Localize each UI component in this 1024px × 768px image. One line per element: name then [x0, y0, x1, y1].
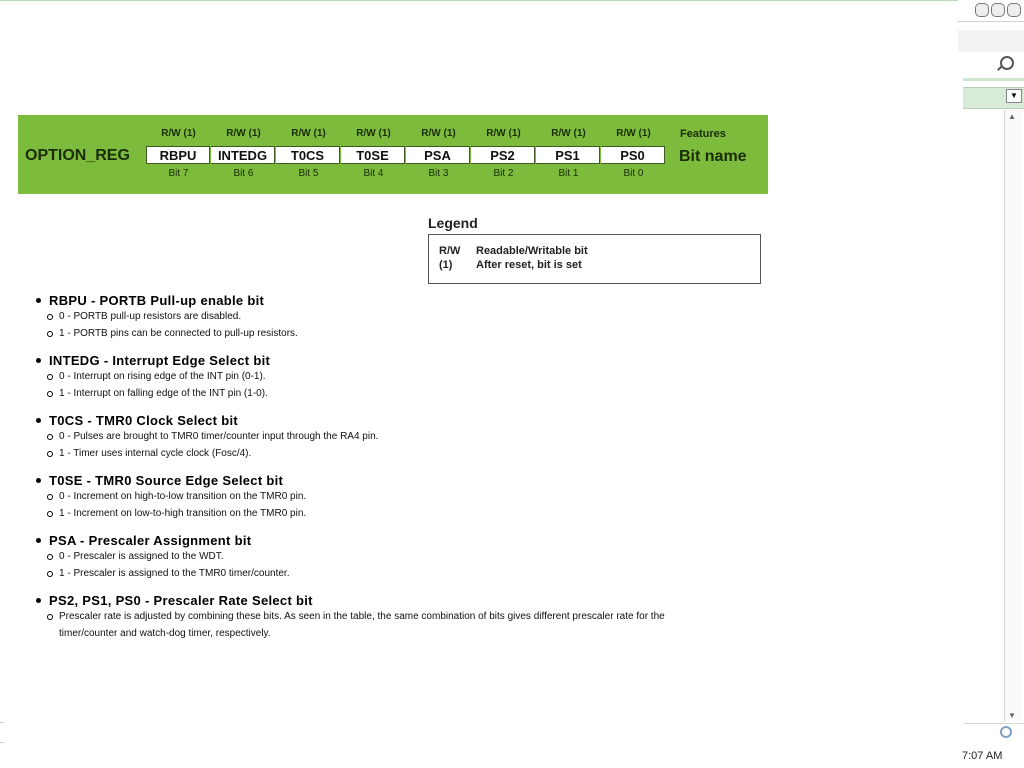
bit-number: Bit 2: [493, 168, 514, 179]
list-item: [34, 506, 724, 523]
divider: [958, 21, 1024, 22]
legend-row: [439, 245, 588, 257]
bit-access: R/W (1): [486, 128, 521, 139]
chevron-down-icon[interactable]: ▼: [1006, 89, 1022, 103]
list-item: [34, 566, 724, 583]
bit-box: [601, 146, 665, 164]
bit-descriptions: [34, 292, 724, 652]
bit-box: [211, 146, 275, 164]
list-item-text: 0 - Prescaler is assigned to the WDT.: [59, 551, 224, 562]
bullet-icon: [36, 478, 41, 483]
bit-section: [34, 472, 724, 522]
highlight-bar: [963, 78, 1024, 81]
bullet-icon: [36, 538, 41, 543]
section-title: [34, 472, 724, 489]
legend-key: R/W: [439, 245, 461, 257]
bit-section: [34, 532, 724, 582]
bit-name: T0SE: [356, 148, 389, 163]
register-bit: [536, 115, 601, 194]
bit-section: [34, 292, 724, 342]
circle-bullet-icon: [47, 554, 53, 560]
bit-access: R/W (1): [161, 128, 196, 139]
bit-section: [34, 352, 724, 402]
bit-name: PS2: [490, 148, 515, 163]
register-bit: [341, 115, 406, 194]
list-item: [34, 386, 724, 403]
legend-key: (1): [439, 259, 453, 271]
circle-bullet-icon: [47, 374, 53, 380]
register-diagram: [18, 115, 768, 194]
bit-box: [536, 146, 600, 164]
section-title-text: T0SE - TMR0 Source Edge Select bit: [49, 473, 284, 488]
search-input[interactable]: [958, 30, 1024, 52]
legend-row: [439, 259, 582, 271]
circle-bullet-icon: [47, 494, 53, 500]
register-name: OPTION_REG: [25, 147, 130, 164]
circle-bullet-icon: [47, 314, 53, 320]
bit-box: [341, 146, 405, 164]
list-item-text: 1 - PORTB pins can be connected to pull-up resistors.: [59, 327, 298, 339]
register-bit: [406, 115, 471, 194]
legend-box: [428, 234, 761, 284]
window-button-icon[interactable]: [1007, 3, 1021, 17]
bit-name: PS1: [555, 148, 580, 163]
bit-number: Bit 5: [298, 168, 319, 179]
bit-access: R/W (1): [356, 128, 391, 139]
list-item-text: 0 - Increment on high-to-low transition on the TMR0 pin.: [59, 491, 307, 502]
list-item-text: 0 - PORTB pull-up resistors are disabled.: [59, 311, 242, 322]
bit-access: R/W (1): [616, 128, 651, 139]
bit-number: Bit 0: [623, 168, 644, 179]
list-item-text: 0 - Pulses are brought to TMR0 timer/counter input through the RA4 pin.: [59, 431, 379, 442]
bit-box: [276, 146, 340, 164]
bullet-icon: [36, 598, 41, 603]
list-item: [34, 609, 724, 642]
window-button-icon[interactable]: [975, 3, 989, 17]
section-title-text: RBPU - PORTB Pull-up enable bit: [49, 293, 265, 308]
top-border: [0, 0, 1024, 1]
section-title-text: INTEDG - Interrupt Edge Select bit: [49, 353, 271, 368]
bit-name-label: Bit name: [679, 148, 747, 165]
scroll-up-icon[interactable]: ▲: [1008, 112, 1016, 121]
list-item: [34, 309, 724, 326]
list-item-text: 1 - Increment on low-to-high transition on the TMR0 pin.: [59, 507, 307, 519]
list-item-text: 1 - Prescaler is assigned to the TMR0 timer/counter.: [59, 567, 290, 579]
zoom-icon[interactable]: [1000, 726, 1012, 738]
search-icon[interactable]: [1000, 56, 1014, 70]
circle-bullet-icon: [47, 614, 53, 620]
circle-bullet-icon: [47, 451, 53, 457]
section-title: [34, 592, 724, 609]
section-title: [34, 352, 724, 369]
bit-name: T0CS: [290, 148, 325, 163]
window-button-icon[interactable]: [991, 3, 1005, 17]
list-item-text: 1 - Timer uses internal cycle clock (Fosc/4).: [59, 447, 252, 459]
divider: [0, 742, 4, 743]
bit-box: [471, 146, 535, 164]
list-item-text: 0 - Interrupt on rising edge of the INT pin (0-1).: [59, 371, 266, 382]
list-item: [34, 549, 724, 566]
bit-section: [34, 592, 724, 642]
bit-box: [406, 146, 470, 164]
list-item: [34, 429, 724, 446]
bit-number: Bit 6: [233, 168, 254, 179]
status-bar: [963, 723, 1024, 744]
legend-text: Readable/Writable bit: [476, 245, 588, 257]
register-bit: [146, 115, 211, 194]
bit-number: Bit 1: [558, 168, 579, 179]
list-item: [34, 326, 724, 343]
features-label: Features: [680, 128, 726, 140]
list-item: [34, 489, 724, 506]
section-title-text: PS2, PS1, PS0 - Prescaler Rate Select bit: [49, 593, 313, 608]
bit-number: Bit 4: [363, 168, 384, 179]
legend-title: Legend: [428, 215, 478, 231]
section-title-text: T0CS - TMR0 Clock Select bit: [49, 413, 238, 428]
bit-number: Bit 3: [428, 168, 449, 179]
register-bit: [211, 115, 276, 194]
section-title-text: PSA - Prescaler Assignment bit: [49, 533, 252, 548]
bullet-icon: [36, 298, 41, 303]
register-bit: [471, 115, 536, 194]
divider: [0, 722, 4, 723]
list-item-text: Prescaler rate is adjusted by combining these bits. As seen in the table, the same combination of bits gives different prescaler rate for the timer/counter and watch-dog timer, respectively.: [59, 611, 665, 639]
section-title: [34, 412, 724, 429]
circle-bullet-icon: [47, 391, 53, 397]
scrollbar[interactable]: [1004, 110, 1023, 722]
section-title: [34, 292, 724, 309]
register-bit: [601, 115, 666, 194]
scroll-down-icon[interactable]: ▼: [1008, 711, 1016, 720]
bit-name: PS0: [620, 148, 645, 163]
clock: 7:07 AM: [962, 750, 1003, 762]
bit-section: [34, 412, 724, 462]
bit-name: PSA: [424, 148, 451, 163]
bit-number: Bit 7: [168, 168, 189, 179]
circle-bullet-icon: [47, 331, 53, 337]
bit-access: R/W (1): [291, 128, 326, 139]
bit-access: R/W (1): [421, 128, 456, 139]
bit-access: R/W (1): [226, 128, 261, 139]
circle-bullet-icon: [47, 571, 53, 577]
register-bit: [276, 115, 341, 194]
circle-bullet-icon: [47, 434, 53, 440]
section-title: [34, 532, 724, 549]
list-item: [34, 369, 724, 386]
circle-bullet-icon: [47, 511, 53, 517]
bit-access: R/W (1): [551, 128, 586, 139]
list-item-text: 1 - Interrupt on falling edge of the INT pin (1-0).: [59, 387, 268, 399]
bit-name: INTEDG: [217, 148, 268, 163]
bit-box: [146, 146, 210, 164]
bullet-icon: [36, 418, 41, 423]
list-item: [34, 446, 724, 463]
bit-name: RBPU: [159, 148, 197, 163]
bullet-icon: [36, 358, 41, 363]
legend-text: After reset, bit is set: [476, 259, 582, 271]
